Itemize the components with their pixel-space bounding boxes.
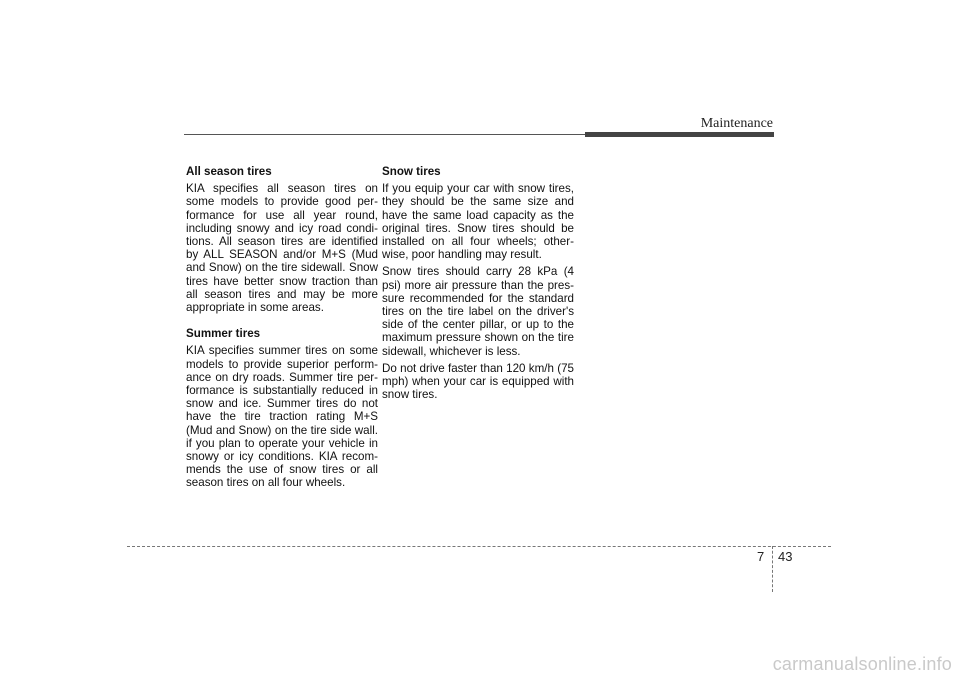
footer-rule (127, 546, 831, 547)
header-rule-accent (585, 132, 774, 137)
snow-paragraph-2: Snow tires should carry 28 kPa (4 psi) more air pressure than the pressure recommended for the standard tires on the tire label on the driver's side of the center pillar, or up to the maximum pressure shown on the tire sidewall, whichever is less. (382, 265, 574, 358)
all-season-heading: All season tires (186, 165, 272, 178)
watermark: carmanualsonline.info (772, 654, 952, 674)
page-number: 43 (778, 549, 793, 564)
footer-divider (772, 546, 773, 592)
snow-paragraph-1: If you equip your car with snow tires, they should be the same size and have the same load capacity as the original tires. Snow tires should be installed on all four wheels; otherwise, poor handling may result. (382, 182, 574, 262)
all-season-body: KIA specifies all season tires on some models to provide good performance for use all year round, including snowy and icy road conditions. All season tires are identified by ALL SEASON and/or M+S (Mud and Snow) on the tire sidewall. Snow tires have better snow traction than all season tires and may be more appropriate in some areas. (186, 182, 378, 315)
section-title: Maintenance (700, 116, 773, 131)
summer-body: KIA specifies summer tires on some models to provide superior performance on dry roads. Summer tire performance is substantially reduced in snow and ice. Summer tires do not have the tire traction rating M+S (Mud and Snow) on the tire side wall. if you plan to operate your vehicle in snowy or icy conditions. KIA recommends the use of snow tires or all season tires on all four wheels. (186, 344, 378, 490)
chapter-number: 7 (757, 549, 765, 564)
snow-heading: Snow tires (382, 165, 441, 178)
left-column (186, 165, 378, 494)
summer-heading: Summer tires (186, 327, 261, 341)
snow-paragraph-3: Do not drive faster than 120 km/h (75 mph) when your car is equipped with snow tires. (382, 361, 574, 402)
right-column (382, 165, 574, 405)
